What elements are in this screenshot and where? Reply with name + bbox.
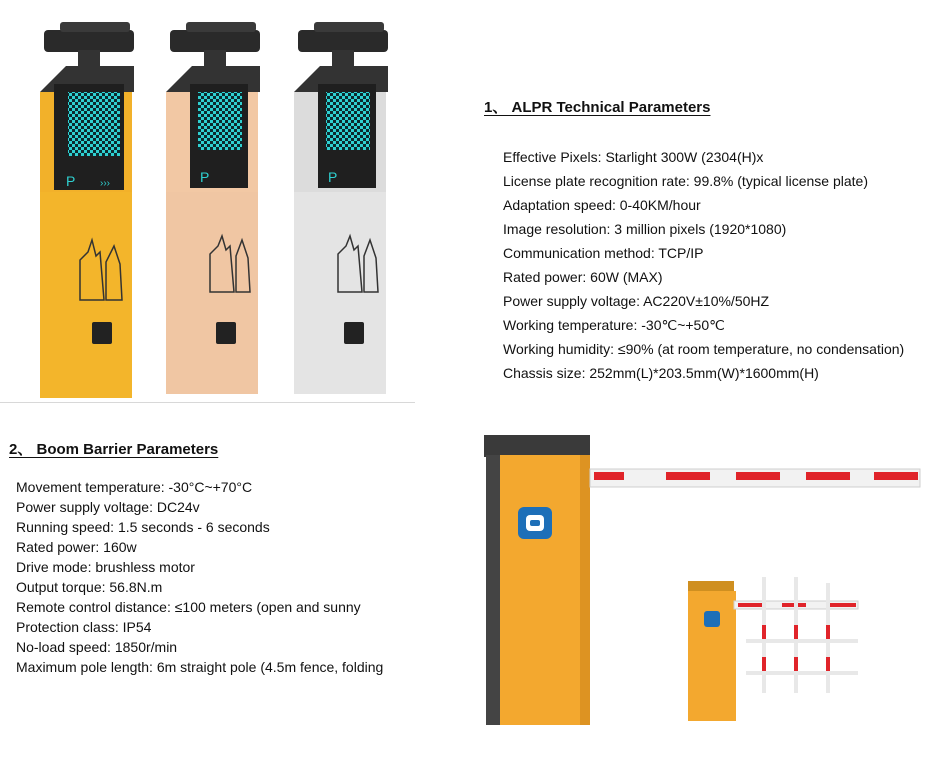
param-working-humidity: Working humidity: ≤90% (at room temperature, no condensation)	[503, 341, 905, 357]
svg-text:P: P	[328, 169, 338, 185]
svg-text:P: P	[200, 169, 210, 185]
alpr-parameters-heading: 1、 ALPR Technical Parameters	[484, 99, 711, 116]
param-drive-mode: Drive mode: brushless motor	[16, 559, 195, 575]
param-output-torque: Output torque: 56.8N.m	[16, 579, 163, 595]
barrier-parameters-heading: 2、 Boom Barrier Parameters	[9, 441, 219, 458]
param-adaptation-speed: Adaptation speed: 0-40KM/hour	[503, 197, 701, 213]
alpr-unit-peach	[166, 22, 260, 394]
param-working-temperature: Working temperature: -30℃~+50℃	[503, 317, 725, 333]
section-divider	[0, 402, 415, 403]
param-power-supply: Power supply voltage: AC220V±10%/50HZ	[503, 293, 770, 309]
barrier-parameters-list	[16, 477, 383, 677]
svg-text:›››: ›››	[100, 178, 110, 189]
alpr-parameters-list	[503, 145, 904, 385]
alpr-unit-silver	[294, 22, 388, 394]
param-communication: Communication method: TCP/IP	[503, 245, 704, 261]
alpr-camera-product-image	[0, 0, 415, 402]
param-max-pole-length: Maximum pole length: 6m straight pole (4.5m fence, folding	[16, 659, 384, 675]
param-rated-power: Rated power: 160w	[16, 539, 137, 555]
param-recognition-rate: License plate recognition rate: 99.8% (typical license plate)	[503, 173, 868, 189]
alpr-unit-yellow	[40, 22, 134, 398]
param-power-supply-voltage: Power supply voltage: DC24v	[16, 499, 200, 515]
param-running-speed: Running speed: 1.5 seconds - 6 seconds	[16, 519, 270, 535]
svg-text:P: P	[66, 173, 76, 189]
param-effective-pixels: Effective Pixels: Starlight 300W (2304(H)x	[503, 149, 764, 165]
param-image-resolution: Image resolution: 3 million pixels (1920*1080)	[503, 221, 787, 237]
param-rated-power: Rated power: 60W (MAX)	[503, 269, 663, 285]
param-protection-class: Protection class: IP54	[16, 619, 152, 635]
param-remote-distance: Remote control distance: ≤100 meters (open and sunny	[16, 599, 361, 615]
param-no-load-speed: No-load speed: 1850r/min	[16, 639, 178, 655]
param-movement-temperature: Movement temperature: -30°C~+70°C	[16, 479, 253, 495]
barrier-fence	[688, 577, 858, 721]
param-chassis-size: Chassis size: 252mm(L)*203.5mm(W)*1600mm(H)	[503, 365, 819, 381]
boom-barrier-product-image	[470, 425, 930, 745]
